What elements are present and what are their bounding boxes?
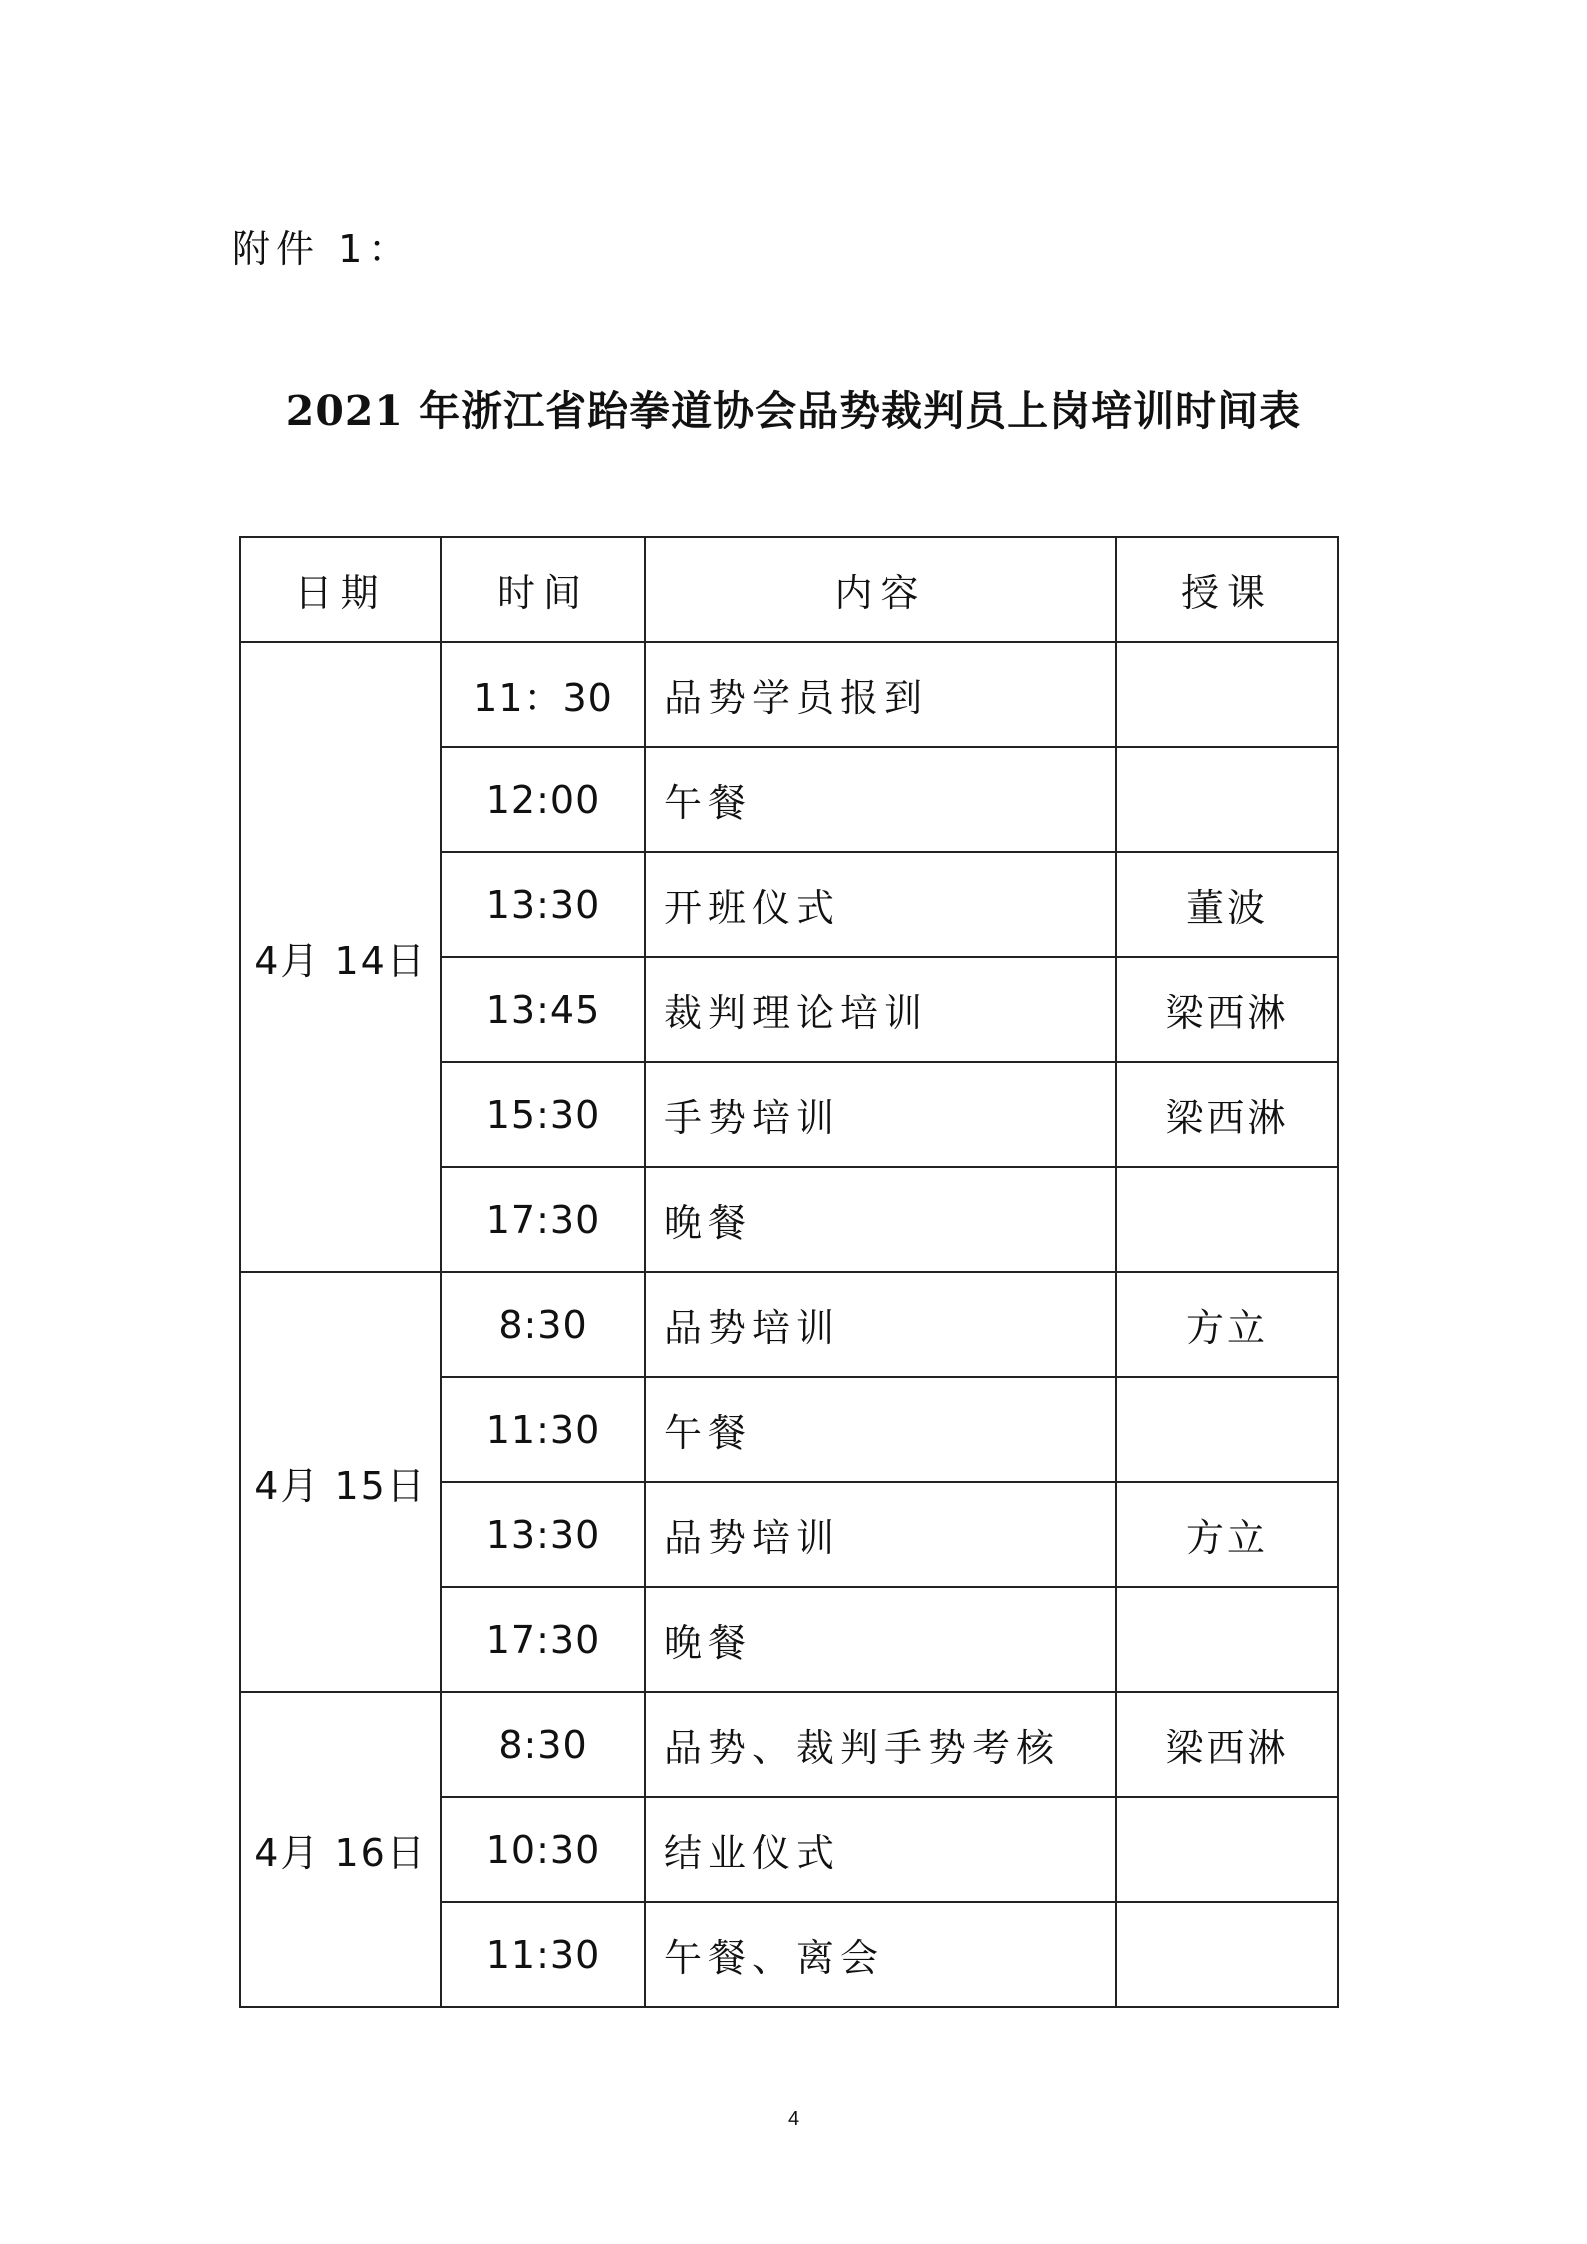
content-cell: 裁判理论培训: [645, 957, 1116, 1062]
time-cell: 11:30: [441, 1902, 645, 2007]
date-cell: 4月 16日: [240, 1692, 441, 2007]
time-cell: 12:00: [441, 747, 645, 852]
content-cell: 结业仪式: [645, 1797, 1116, 1902]
time-cell: 11：30: [441, 642, 645, 747]
header-teacher: 授课: [1116, 537, 1338, 642]
content-cell: 品势培训: [645, 1482, 1116, 1587]
content-cell: 品势、裁判手势考核: [645, 1692, 1116, 1797]
teacher-cell: [1116, 747, 1338, 852]
teacher-cell: 梁西淋: [1116, 1692, 1338, 1797]
content-cell: 午餐: [645, 1377, 1116, 1482]
content-cell: 手势培训: [645, 1062, 1116, 1167]
teacher-cell: 梁西淋: [1116, 1062, 1338, 1167]
content-cell: 午餐、离会: [645, 1902, 1116, 2007]
time-cell: 8:30: [441, 1272, 645, 1377]
time-cell: 8:30: [441, 1692, 645, 1797]
document-title: 2021 年浙江省跆拳道协会品势裁判员上岗培训时间表: [285, 387, 1302, 435]
content-cell: 晚餐: [645, 1167, 1116, 1272]
time-cell: 15:30: [441, 1062, 645, 1167]
header-content: 内容: [645, 537, 1116, 642]
time-cell: 11:30: [441, 1377, 645, 1482]
content-cell: 开班仪式: [645, 852, 1116, 957]
content-cell: 午餐: [645, 747, 1116, 852]
time-cell: 17:30: [441, 1167, 645, 1272]
table-header-row: [240, 537, 1338, 642]
table-row: [240, 1692, 1338, 1797]
date-cell: 4月 14日: [240, 642, 441, 1272]
time-cell: 13:45: [441, 957, 645, 1062]
teacher-cell: 方立: [1116, 1272, 1338, 1377]
time-cell: 13:30: [441, 852, 645, 957]
page-number: 4: [787, 2108, 800, 2130]
teacher-cell: 梁西淋: [1116, 957, 1338, 1062]
teacher-cell: 董波: [1116, 852, 1338, 957]
table-row: [240, 642, 1338, 747]
teacher-cell: 方立: [1116, 1482, 1338, 1587]
time-cell: 13:30: [441, 1482, 645, 1587]
teacher-cell: [1116, 1902, 1338, 2007]
date-cell: 4月 15日: [240, 1272, 441, 1692]
content-cell: 品势学员报到: [645, 642, 1116, 747]
teacher-cell: [1116, 1167, 1338, 1272]
time-cell: 17:30: [441, 1587, 645, 1692]
header-date: 日期: [240, 537, 441, 642]
teacher-cell: [1116, 1587, 1338, 1692]
teacher-cell: [1116, 1797, 1338, 1902]
content-cell: 品势培训: [645, 1272, 1116, 1377]
teacher-cell: [1116, 1377, 1338, 1482]
time-cell: 10:30: [441, 1797, 645, 1902]
table-row: [240, 1272, 1338, 1377]
schedule-table: [239, 536, 1339, 2008]
teacher-cell: [1116, 642, 1338, 747]
content-cell: 晚餐: [645, 1587, 1116, 1692]
header-time: 时间: [441, 537, 645, 642]
attachment-label: 附件 1：: [232, 227, 413, 271]
